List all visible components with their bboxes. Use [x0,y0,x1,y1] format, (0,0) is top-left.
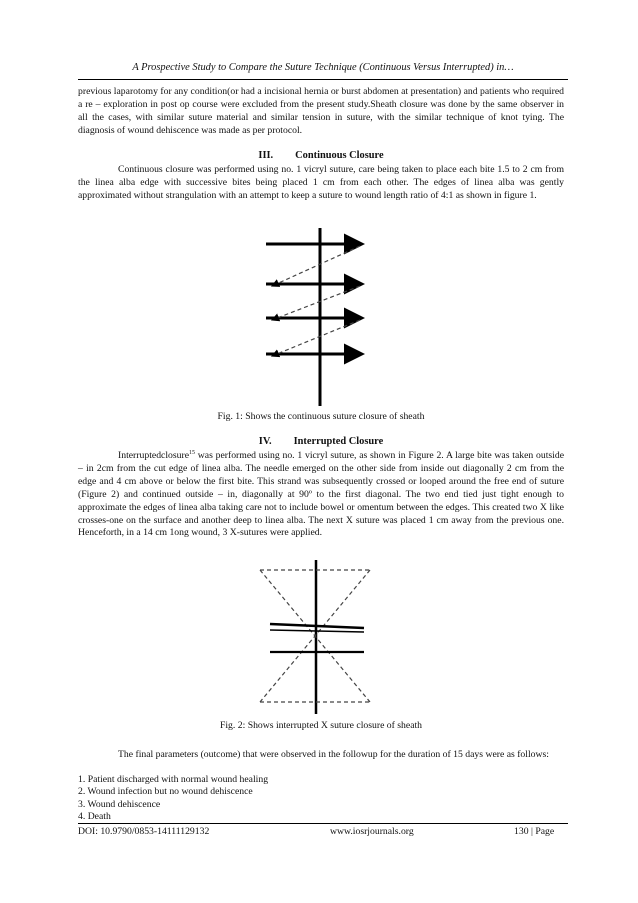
citation-superscript: 15 [189,450,196,456]
outcome-item: 3. Wound dehiscence [78,798,161,810]
outcome-item: 1. Patient discharged with normal wound healing [78,774,269,785]
section-4-number: IV. [258,436,272,447]
outcome-item: 2. Wound infection but no wound dehiscence [78,786,253,798]
section-3-number: III. [258,150,274,161]
header-rule [78,79,568,80]
figure-2-caption: Fig. 2: Shows interrupted X suture closure of sheath [219,720,423,731]
section-3-paragraph: Continuous closure was performed using no. 1 vicryl suture, care being taken to place each bite 1.5 to 2 cm from the linea alba edge with successive bites being placed 1 cm from each other. The edges of linea alba was gently approximated without strangulation with an attempt to keep a suture to wound length ratio of 4:1 as shown in figure 1. [78,164,564,201]
section-3-heading [78,150,564,161]
figure-1-continuous-suture [258,228,370,408]
section-4-paragraph [78,450,564,540]
outcome-intro: The final parameters (outcome) that were observed in the followup for the duration of 15 days were as follows: [118,749,549,760]
section-4-title: Interrupted Closure [293,436,384,447]
section-4-para-rest: was performed using no. 1 vicryl suture, as shown in Figure 2. A large bite was taken outside – in 2cm from the cut edge of linea alba. The needle emerged on the other side from inside out diagonally 2 cm from the edge and 4 cm above or below the first bite. This strand was subsequently crossed or looped around the free end of suture (Figure 2) and continued outside – in, diagonally at 90º to the first diagonal. The two end tied just tight enough to approximate the edges of linea alba taking care not to include bowel or omentum between the edges. This created two X like crosses-one on the surface and another deep to linea alba. The next X suture was placed 1 cm away from the previous one. Henceforth, in a 14 cm 1ong wound, 3 X-sutures were applied. [78,450,564,539]
figure-2-interrupted-x-suture [256,560,376,716]
intro-paragraph: previous laparotomy for any condition(or had a incisional hernia or burst abdomen at presentation) and patients who required a re – exploration in post op course were excluded from the present study.Sheath closure was done by the same observer in all the cases, with similar suture material and similar tension in suture, with the similar technique of knot tying. The diagnosis of wound dehiscence was made as per protocol. [78,86,564,136]
section-3-title: Continuous Closure [295,150,384,161]
footer-website: www.iosrjournals.org [330,826,414,837]
section-4-heading [78,436,564,447]
figure-1-caption: Fig. 1: Shows the continuous suture closure of sheath [217,411,425,422]
outcome-item: 4. Death [78,810,111,822]
outcome-list [78,774,564,823]
footer-doi: DOI: 10.9790/0853-14111129132 [78,826,210,837]
footer-page-number: 130 | Page [514,826,555,837]
footer-rule [78,823,568,824]
running-header: A Prospective Study to Compare the Suture Technique (Continuous Versus Interrupted) in… [132,62,514,73]
section-4-para-start: Interruptedclosure [118,450,190,461]
